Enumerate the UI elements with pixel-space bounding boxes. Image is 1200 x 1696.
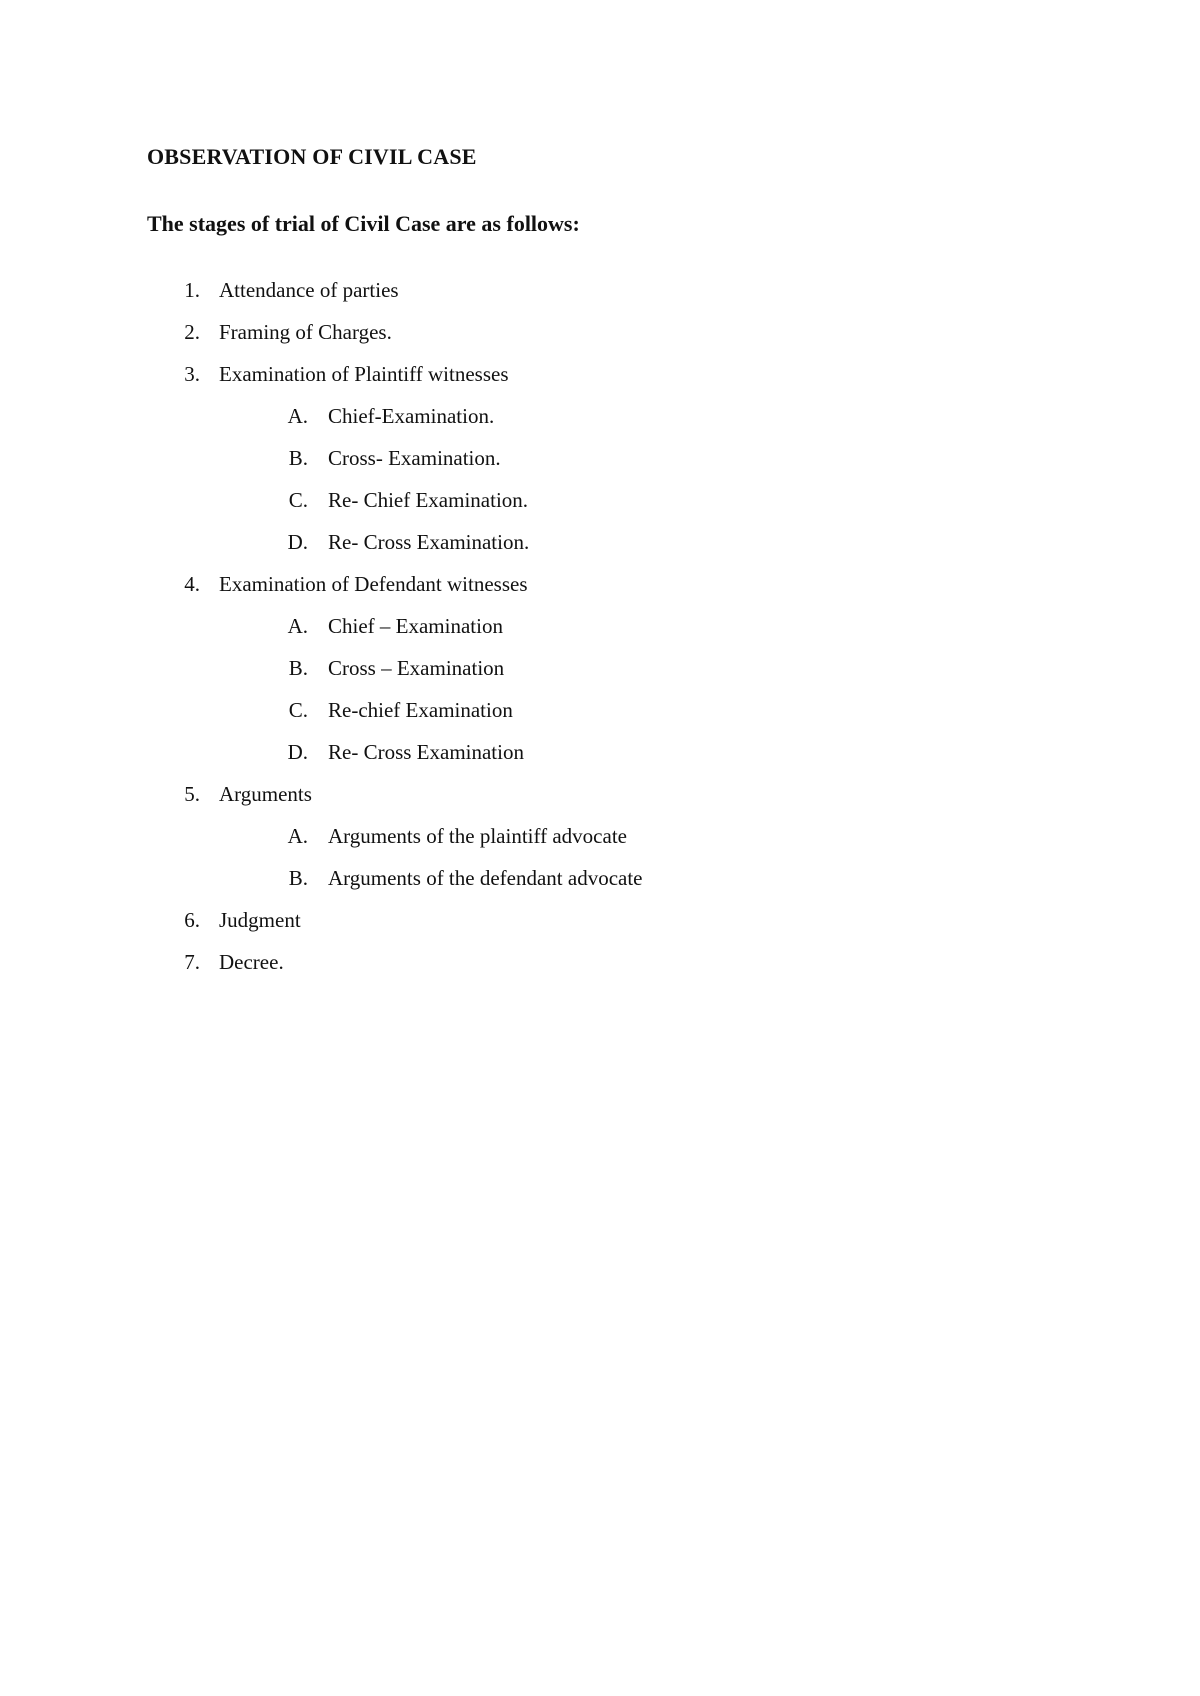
list-item-number: 5.: [184, 782, 200, 806]
sub-item-label: Chief-Examination.: [328, 404, 495, 428]
sub-item-label: Arguments of the defendant advocate: [328, 866, 643, 890]
sub-list-item: [0, 403, 900, 429]
list-item-number: 6.: [184, 908, 200, 932]
sub-list-item: [0, 445, 900, 471]
sub-item-label: Re- Cross Examination.: [328, 530, 530, 554]
sub-item-label: Chief – Examination: [328, 614, 503, 638]
list-item: [0, 571, 900, 597]
sub-list-item: [0, 823, 900, 849]
list-item-label: Decree.: [219, 950, 284, 974]
sub-item-letter: B.: [288, 656, 308, 680]
list-item-label: Arguments: [219, 782, 312, 806]
sub-list-item: [0, 487, 900, 513]
sub-list-item: [0, 613, 900, 639]
sub-item-letter: C.: [288, 488, 308, 512]
sub-item-letter: D.: [287, 530, 308, 554]
sub-item-letter: D.: [287, 740, 308, 764]
sub-item-label: Cross – Examination: [328, 656, 505, 680]
sub-item-letter: B.: [288, 866, 308, 890]
sub-item-label: Arguments of the plaintiff advocate: [328, 824, 627, 848]
list-item: [0, 361, 900, 387]
list-item: [0, 277, 900, 303]
list-item-label: Framing of Charges.: [219, 320, 392, 344]
sub-item-label: Re- Cross Examination: [328, 740, 524, 764]
list-item: [0, 949, 900, 975]
list-item-label: Judgment: [219, 908, 301, 932]
list-item: [0, 319, 900, 345]
sub-item-letter: B.: [288, 446, 308, 470]
list-item-number: 3.: [184, 362, 200, 386]
list-item-label: Attendance of parties: [219, 278, 399, 302]
list-item: [0, 907, 900, 933]
sub-item-letter: A.: [287, 404, 308, 428]
sub-list-item: [0, 739, 900, 765]
sub-list-item: [0, 529, 900, 555]
page-title: OBSERVATION OF CIVIL CASE: [147, 144, 477, 169]
page-subtitle: The stages of trial of Civil Case are as follows:: [147, 211, 580, 236]
sub-item-letter: C.: [288, 698, 308, 722]
list-item-label: Examination of Defendant witnesses: [219, 572, 528, 596]
sub-list-item: [0, 697, 900, 723]
list-item: [0, 781, 900, 807]
sub-item-letter: A.: [287, 614, 308, 638]
sub-list-item: [0, 655, 900, 681]
sub-item-label: Re-chief Examination: [328, 698, 513, 722]
sub-item-label: Cross- Examination.: [328, 446, 501, 470]
list-item-number: 4.: [184, 572, 200, 596]
list-item-number: 2.: [184, 320, 200, 344]
list-item-number: 7.: [184, 950, 200, 974]
list-item-label: Examination of Plaintiff witnesses: [219, 362, 509, 386]
sub-item-letter: A.: [287, 824, 308, 848]
list-item-number: 1.: [184, 278, 200, 302]
sub-list-item: [0, 865, 900, 891]
sub-item-label: Re- Chief Examination.: [328, 488, 529, 512]
